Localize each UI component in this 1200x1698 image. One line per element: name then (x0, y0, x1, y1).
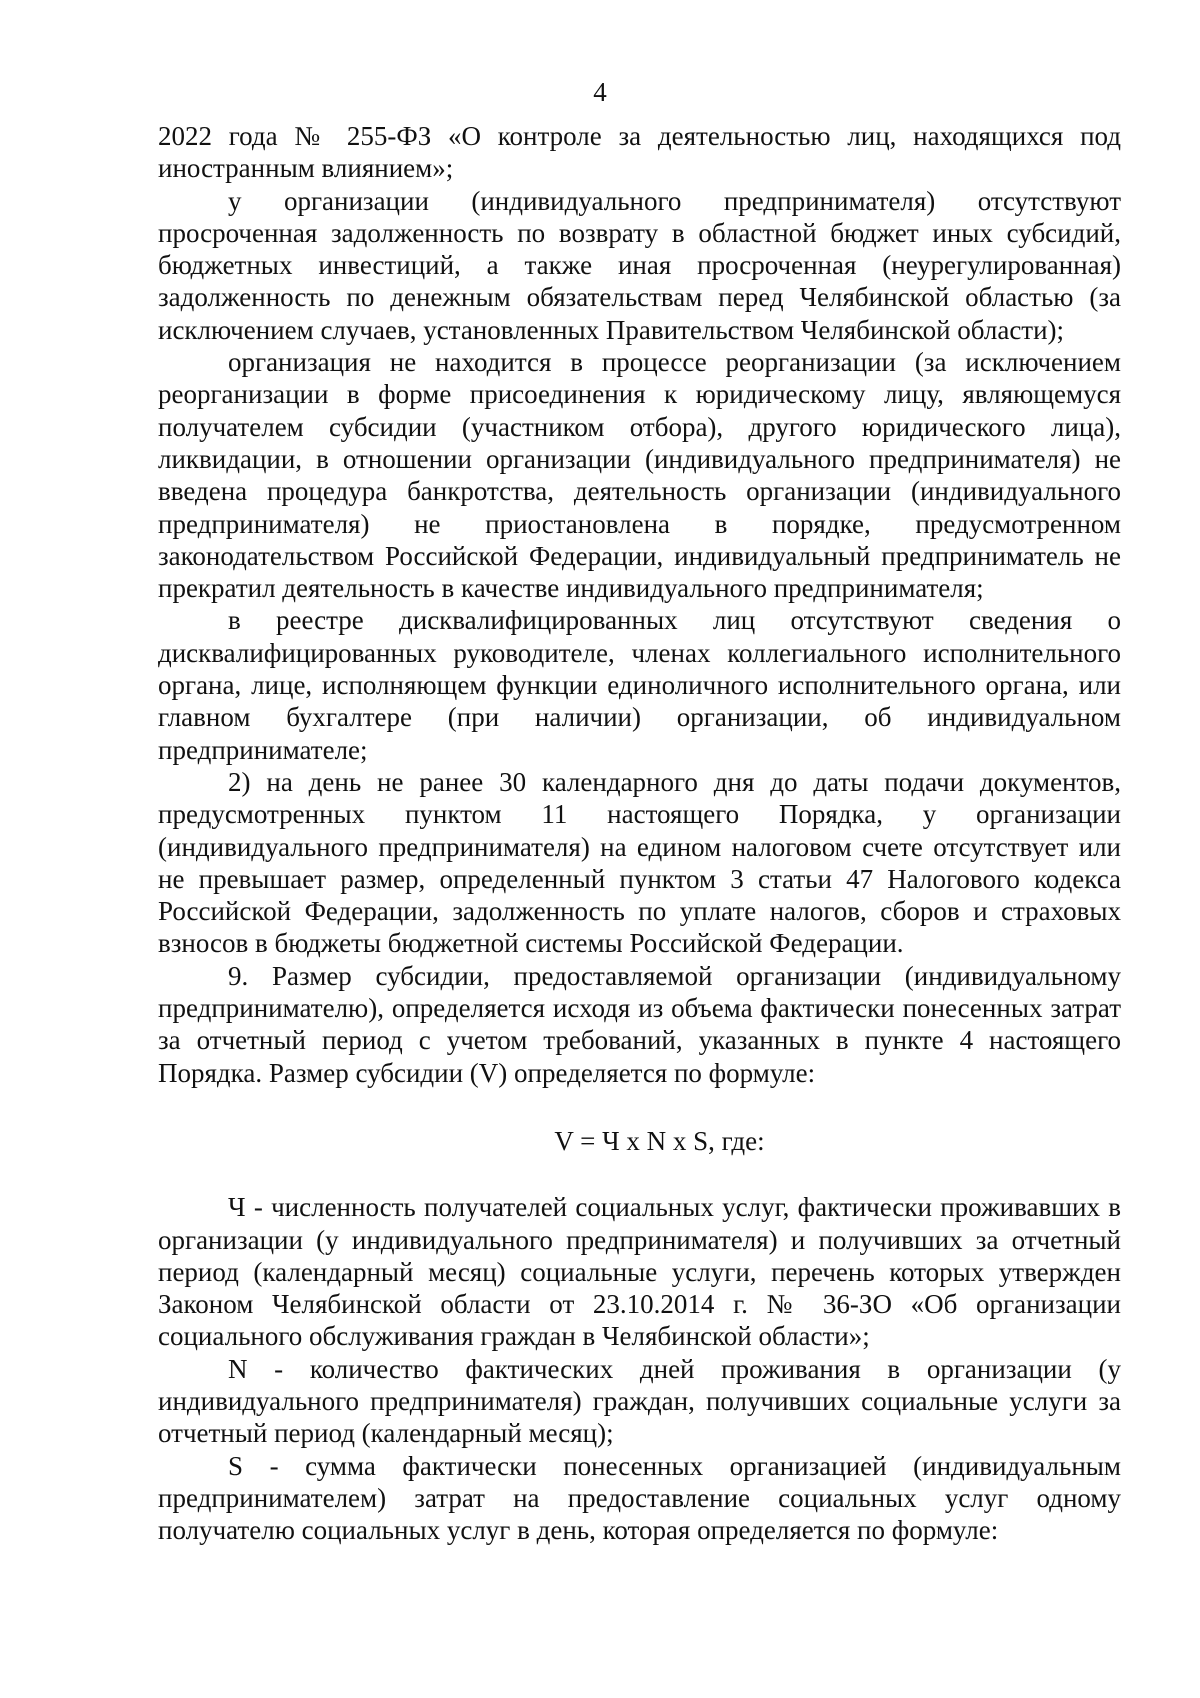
definition-ch: Ч - численность получателей социальных услуг, фактически проживавших в организации (у индивидуального предпринимателя) и получивших за отчетный период (календарный месяц) социальные услуги, перечень которых утвержден Законом Челябинской области от 23.10.2014 г. № 36-ЗО «Об организации социального обслуживания граждан в Челябинской области»; (158, 1192, 1121, 1352)
paragraph-disqualified-registry: в реестре дисквалифицированных лиц отсутствуют сведения о дисквалифицированных руководителе, членах коллегиального исполнительного органа, лице, исполняющем функции единоличного исполнительного органа, или главном бухгалтере (при наличии) организации, об индивидуальном предпринимателе; (158, 605, 1121, 765)
definition-n: N - количество фактических дней проживания в организации (у индивидуального предпринимателя) граждан, получивших социальные услуги за отчетный период (календарный месяц); (158, 1353, 1121, 1449)
page-number: 4 (593, 77, 607, 107)
paragraph-no-reorganization: организация не находится в процессе реорганизации (за исключением реорганизации в форме присоединения к юридическому лицу, являющемуся получателем субсидии (участником отбора), другого юридического лица), ликвидации, в отношении организации (индивидуального предпринимателя) не введена процедура банкротства, деятельность организации (индивидуального предпринимателя) не приостановлена в порядке, предусмотренном законодательством Российской Федерации, индивидуальный предприниматель не прекратил деятельность в качестве индивидуального предпринимателя; (158, 347, 1121, 604)
paragraph-tax-debt: 2) на день не ранее 30 календарного дня до даты подачи документов, предусмотренных пунктом 11 настоящего Порядка, у организации (индивидуального предпринимателя) на едином налоговом счете отсутствует или не превышает размер, определенный пунктом 3 статьи 47 Налогового кодекса Российской Федерации, задолженность по уплате налогов, сборов и страховых взносов в бюджеты бюджетной системы Российской Федерации. (158, 766, 1121, 959)
paragraph-no-overdue-debt: у организации (индивидуального предпринимателя) отсутствуют просроченная задолженность по возврату в областной бюджет иных субсидий, бюджетных инвестиций, а также иная просроченная (неурегулированная) задолженность по денежным обязательствам перед Челябинской областью (за исключением случаев, установленных Правительством Челябинской области); (158, 185, 1121, 345)
definition-s: S - сумма фактически понесенных организацией (индивидуальным предпринимателем) затрат на предоставление социальных услуг одному получателю социальных услуг в день, которая определяется по формуле: (158, 1450, 1121, 1546)
paragraph-law-reference: 2022 года № 255-ФЗ «О контроле за деятельностью лиц, находящихся под иностранным влиянием»; (158, 121, 1121, 184)
document-body (158, 120, 1121, 1546)
paragraph-subsidy-size: 9. Размер субсидии, предоставляемой организации (индивидуальному предпринимателю), определяется исходя из объема фактически понесенных затрат за отчетный период с учетом требований, указанных в пункте 4 настоящего Порядка. Размер субсидии (V) определяется по формуле: (158, 960, 1121, 1088)
subsidy-formula: V = Ч x N x S, где: (554, 1125, 765, 1156)
